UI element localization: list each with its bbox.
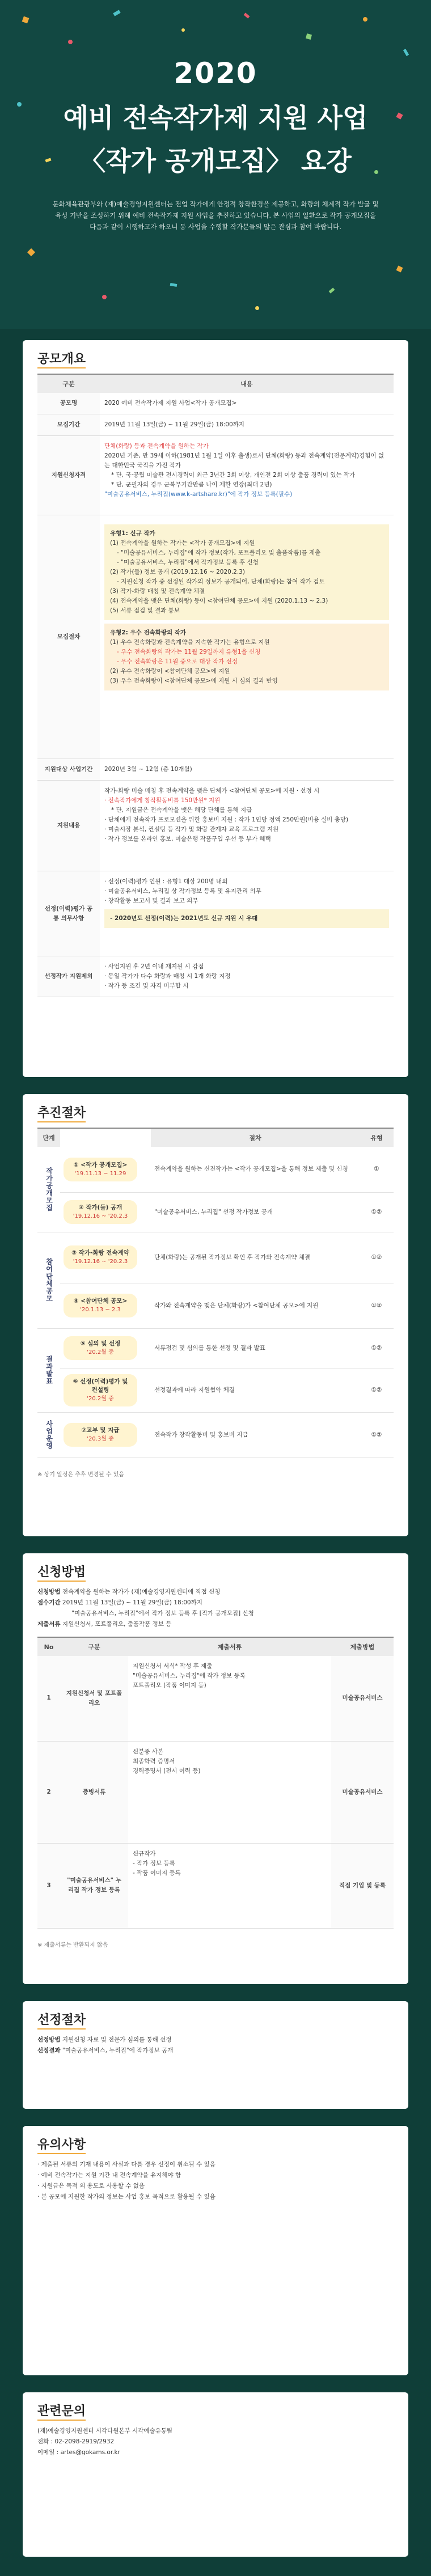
recruit-type1-box: 유형1: 신규 작가 (1) 전속계약을 원하는 작가는 <작가 공개모집>에 지원 - "미술공유서비스, 누리집"에 작가 정보(작가, 포트폴리오 및 출품작품)를 제출 - "미술공유서비스, 누리집"에서 작가정보 등록 후 신청 (2) 작가(들) 정보 공개 (2019.12.16 ~ 2020.2.3) - 지원신청 작가 중 선정된 작가의 정보가 공개되어, 단체(화랑)는 참여 작가 검토 (3) 작가-화랑 매칭 및 전속계약 체결 (4) 전속계약을 맺은 단체(화랑) 등이 <참여단체 공모>에 지원 (2020.1.13 ~ 2.3) (5) 서류 점검 및 결과 통보 <box>104 524 389 620</box>
table-header: No <box>37 1637 60 1656</box>
hero-subtitle: 〈작가 공개모집〉 요강 <box>79 146 352 176</box>
table-row: 공모명 2020 예비 전속작가제 지원 사업<작가 공개모집> <box>37 393 394 414</box>
table-row: 지원대상 사업기간 2020년 3월 ~ 12월 (총 10개월) <box>37 759 394 781</box>
select-info: 선정방법 지원신청 자료 및 전문가 심의를 통해 선정 선정결과 "미술공유서비스, 누리집"에 작가정보 공개 <box>37 2036 174 2054</box>
list-item: · 예비 전속작가는 지원 기간 내 전속계약을 유지해야 함 <box>37 2172 181 2179</box>
table-row: 지원내용 작가-화랑 미술 매칭 후 전속계약을 맺은 단체가 <참여단체 공모>에 지원 · 선정 시 · 전속작가에게 창작활동비를 150만원* 지원 * 단, 지원금은 전속계약을 맺은 해당 단체를 통해 지급 · 단체에게 전속작가 프로모션을 위한 홍보비 지원 : 작가 1인당 정액 250만원(비용 실비 충당) · 미술시장 분석, 컨설팅 등 작가 및 화랑 관계자 교육 프로그램 지원 · 작가 정보를 온라인 홍보, 미술은행 작품구입 우선 등 부가 혜택 <box>37 781 394 871</box>
table-header: 내용 <box>100 374 394 393</box>
process-step: ⑤ 심의 및 선정 '20.2월 중 <box>64 1336 137 1360</box>
apply-info: 신청방법 전속계약을 원하는 작가가 (재)예술경영지원센터에 직접 신청 접수기간 2019년 11월 13일(금) ~ 11월 29일(금) 18:00까지 "미술공유서비스, 누리집"에서 작가 정보 등록 후 [작가 공개모집] 신청 제출서류 지원신청서, 포트폴리오, 출품작품 정보 등 <box>37 1588 254 1628</box>
contact-info: (재)예술경영지원센터 시각다원본부 시각예술유통팀 전화 : 02-2098-2919/2932 이메일 : artes@gokams.or.kr <box>37 2427 173 2456</box>
section-title: 유의사항 <box>23 2126 408 2156</box>
table-header: 단계 <box>37 1128 60 1147</box>
process-table <box>37 1128 394 1458</box>
table-header: 구분 <box>37 374 100 393</box>
table-row: 사업운영 ⑦교부 및 지급 '20.3월 중 전속작가 창작활동비 및 홍보비 지급 ①② <box>37 1412 394 1458</box>
section-title: 공모개요 <box>23 340 408 370</box>
list-item: · 본 공모에 지원한 작가의 정보는 사업 홍보 목적으로 활용될 수 있음 <box>37 2193 216 2200</box>
table-row: 참여단체공모 ③ 작가-화랑 전속계약 '19.12.16 ~ '20.2.3 단체(화랑)는 공개된 작가정보 확인 후 작가와 전속계약 체결 ①② <box>37 1232 394 1283</box>
section-title: 신청방법 <box>23 1553 408 1583</box>
process-step: ② 작가(들) 공개 '19.12.16 ~ '20.2.3 <box>64 1200 137 1224</box>
table-header: 제출방법 <box>331 1637 394 1656</box>
recruit-type2-box: 유형2: 우수 전속화랑의 작가 (1) 우수 전속화랑과 전속계약을 지속한 작가는 유형으로 지원 - 우수 전속화랑의 작가는 11월 29일까지 유형1을 신청 - 우수 전속화랑은 11월 중으로 대상 작가 선정 (2) 우수 전속화랑이 <참여단체 공모>에 지원 (3) 우수 전속화랑이 <참여단체 공모>에 지원 시 심의 결과 반영 <box>104 624 389 690</box>
table-row: 모집기간 2019년 11월 13일(금) ~ 11월 29일(금) 18:00까지 <box>37 414 394 436</box>
notice-section <box>23 2126 408 2375</box>
notice-list <box>23 2156 408 2206</box>
overview-table <box>37 374 394 997</box>
section-title: 관련문의 <box>23 2392 408 2422</box>
apply-section <box>23 1553 408 1984</box>
list-item: · 지원금은 목적 외 용도로 사용할 수 없음 <box>37 2183 145 2189</box>
process-step: ① <작가 공개모집> '19.11.13 ~ 11.29 <box>64 1158 137 1181</box>
table-header: 구분 <box>60 1637 128 1656</box>
table-row: 선정작가 지원제외 · 사업지원 후 2년 이내 재지원 시 감점 · 동일 작가가 다수 화랑과 매칭 시 1개 화랑 지정 · 작가 등 조건 및 자격 미부합 시 <box>37 956 394 997</box>
documents-table <box>37 1637 394 1929</box>
hero-year: 2020 <box>174 57 257 90</box>
process-section <box>23 1094 408 1536</box>
result-note-box: - 2020년도 선정(이력)는 2021년도 신규 지원 시 우대 <box>104 909 389 928</box>
process-note: ※ 상기 일정은 추후 변경될 수 있음 <box>37 1471 125 1478</box>
hero-banner <box>0 0 431 329</box>
process-step: ④ <참여단체 공모> '20.1.13 ~ 2.3 <box>64 1294 137 1317</box>
table-row: 결과발표 ⑤ 심의 및 선정 '20.2월 중 서류점검 및 심의를 통한 선정 및 결과 발표 ①② <box>37 1328 394 1368</box>
overview-section <box>23 340 408 1077</box>
table-row: 1 지원신청서 및 포트폴리오 지원신청서 서식* 작성 후 제출 "미술공유서비스, 누리집"에 작가 정보 등록 포트폴리오 (작품 이미지 등) 미술공유서비스 <box>37 1656 394 1741</box>
table-row: 모집절차 유형1: 신규 작가 (1) 전속계약을 원하는 작가는 <작가 공개모집>에 지원 - "미술공유서비스, 누리집"에 작가 정보(작가, 포트폴리오 및 출품작품)를 제출 - "미술공유서비스, 누리집"에서 작가정보 등록 후 신청 (2) 작가(들) 정보 공개 (2019.12.16 ~ 2020.2.3) - 지원신청 작가 중 선정된 작가의 정보가 공개되어, 단체(화랑)는 참여 작가 검토 (3) 작가-화랑 매칭 및 전속계약 체결 (4) 전속계약을 맺은 단체(화랑) 등이 <참여단체 공모>에 지원 (2020.1.13 ~ 2.3) (5) 서류 점검 및 결과 통보 유형2: 우수 전속화랑의 작가 (1) 우수 전속화랑과 전속계약을 지속한 작가는 유형으로 지원 - 우수 전속화랑의 작가는 11월 29일까지 유형1을 신청 - 우수 전속화랑은 11월 중으로 대상 작가 선정 (2) 우수 전속화랑이 <참여단체 공모>에 지원 (3) 우수 전속화랑이 <참여단체 공모>에 지원 시 심의 결과 반영 <box>37 515 394 759</box>
process-step: ⑦교부 및 지급 '20.3월 중 <box>64 1423 137 1447</box>
hero-title: 예비 전속작가제 지원 사업 <box>63 103 368 133</box>
table-row: 지원신청자격 단체(화랑) 등과 전속계약을 원하는 작가 2020년 기준, 만 39세 이하(1981년 1월 1일 이후 출생)로서 단체(화랑) 등과 전속계약(전문계약)경험이 없는 대한민국 국적을 가진 작가 * 단, 국·공립 미술관 전시경력이 최근 3년간 3회 이상, 개인전 2회 이상 출품 경력이 있는 작가 * 단, 군필자의 경우 군복무기간만큼 나이 제한 연장(최대 2년) "미술공유서비스, 누리집(www.k-artshare.kr)"에 작가 정보 등록(필수) <box>37 436 394 515</box>
table-row: ④ <참여단체 공모> '20.1.13 ~ 2.3 작가와 전속계약을 맺은 단체(화랑)가 <참여단체 공모>에 지원 ①② <box>37 1283 394 1328</box>
apply-note: ※ 제출서류는 반환되지 않음 <box>37 1942 108 1948</box>
table-row: 선정(이력)평가 공통 의무사항 · 선정(이력)평가 인원 : 유형1 대상 200명 내외 · 미술공유서비스, 누리집 상 작가정보 등록 및 유지관리 의무 · 창작활동 보고서 및 결과 보고 의무 - 2020년도 선정(이력)는 2021년도 신규 지원 시 우대 <box>37 871 394 956</box>
contact-section <box>23 2392 408 2557</box>
select-section <box>23 2001 408 2109</box>
table-header: 절차 <box>151 1128 360 1147</box>
table-row: ② 작가(들) 공개 '19.12.16 ~ '20.2.3 "미술공유서비스, 누리집" 선정 작가정보 공개 ①② <box>37 1192 394 1232</box>
process-step: ③ 작가-화랑 전속계약 '19.12.16 ~ '20.2.3 <box>64 1245 137 1269</box>
process-step: ⑥ 선정(이력)평가 및 컨설팅 '20.2월 중 <box>64 1374 137 1406</box>
section-title: 추진절차 <box>23 1094 408 1124</box>
list-item: · 제출된 서류의 기재 내용이 사실과 다를 경우 선정이 취소될 수 있음 <box>37 2161 216 2168</box>
hero-description: 문화체육관광부와 (재)예술경영지원센터는 전업 작가에게 안정적 창작환경을 제공하고, 화랑의 체계적 작가 발굴 및 육성 기반을 조성하기 위해 예비 전속작가제 지원 사업을 추진하고 있습니다. 본 사업의 일환으로 작가 공개모집을 다음과 같이 시행하고자 하오니 동 사업을 수행할 작가분들의 많은 관심과 참여 바랍니다. <box>52 200 379 231</box>
table-row: ⑥ 선정(이력)평가 및 컨설팅 '20.2월 중 선정결과에 따라 지원협약 체결 ①② <box>37 1368 394 1412</box>
table-row: 작가공개모집 ① <작가 공개모집> '19.11.13 ~ 11.29 전속계약을 원하는 신진작가는 <작가 공개모집>을 통해 정보 제출 및 신청 ① <box>37 1147 394 1192</box>
table-row: 3 "미술공유서비스" 누리집 작가 정보 등록 신규작가 - 작가 정보 등록 - 작품 이미지 등록 직접 기입 및 등록 <box>37 1843 394 1928</box>
table-row: 2 증빙서류 신분증 사본 최종학력 증명서 경력증명서 (전시 이력 등) 미술공유서비스 <box>37 1741 394 1843</box>
section-title: 선정절차 <box>23 2001 408 2031</box>
table-header: 제출서류 <box>128 1637 331 1656</box>
table-header: 유형 <box>360 1128 394 1147</box>
